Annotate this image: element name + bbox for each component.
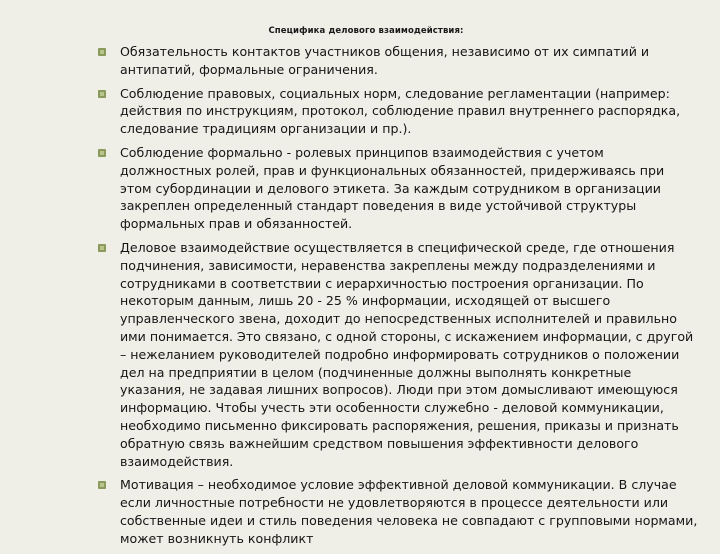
- bullet-icon: [98, 481, 106, 489]
- list-item: [98, 144, 698, 233]
- list-item-text: Деловое взаимодействие осуществляется в специфической среде, где отношения подчинения, зависимости, неравенства закреплены между подразделениями и сотрудниками в соответствии с иерархичностью построения организации. По некоторым данным, лишь 20 - 25 % информации, исходящей от высшего управленческого звена, доходит до непосредственных исполнителей и правильно ими понимается. Это связано, с одной стороны, с искажением информации, с другой – нежеланием руководителей подробно информировать сотрудников о положении дел на предприятии в целом (подчиненные должны выполнять конкретные указания, не задавая лишних вопросов). Люди при этом домысливают имеющуюся информацию. Чтобы учесть эти особенности служебно - деловой коммуникации, необходимо письменно фиксировать распоряжения, решения, приказы и признать обратную связь важнейшим средством повышения эффективности делового взаимодействия.: [120, 239, 694, 469]
- bullet-list: [98, 43, 698, 554]
- bullet-icon: [98, 90, 106, 98]
- list-item-text: Мотивация – необходимое условие эффективной деловой коммуникации. В случае если личностные потребности не удовлетворяются в процессе деятельности или собственные идеи и стиль поведения человека не совпадают с групповыми нормами, может возникнуть конфликт: [120, 477, 698, 546]
- bullet-icon: [98, 149, 106, 157]
- list-item-text: Обязательность контактов участников общения, независимо от их симпатий и антипатий, формальные ограничения.: [120, 44, 650, 77]
- list-item: [98, 239, 698, 470]
- list-item: [98, 85, 698, 138]
- bullet-icon: [98, 48, 106, 56]
- list-item: [98, 476, 698, 547]
- slide-title: Специфика делового взаимодействия:: [268, 26, 464, 36]
- list-item: [98, 43, 698, 79]
- list-item-text: Соблюдение правовых, социальных норм, следование регламентации (например: действия по инструкциям, протокол, соблюдение правил внутреннего распорядка, следование традициям организации и пр.).: [120, 85, 681, 137]
- bullet-icon: [98, 244, 106, 252]
- list-item-text: Соблюдение формально - ролевых принципов взаимодействия с учетом должностных ролей, прав и функциональных обязанностей, придерживаясь при этом субординации и делового этикета. За каждым сотрудником в организации закреплен определенный стандарт поведения в виде устойчивой структуры формальных прав и обязанностей.: [120, 144, 665, 232]
